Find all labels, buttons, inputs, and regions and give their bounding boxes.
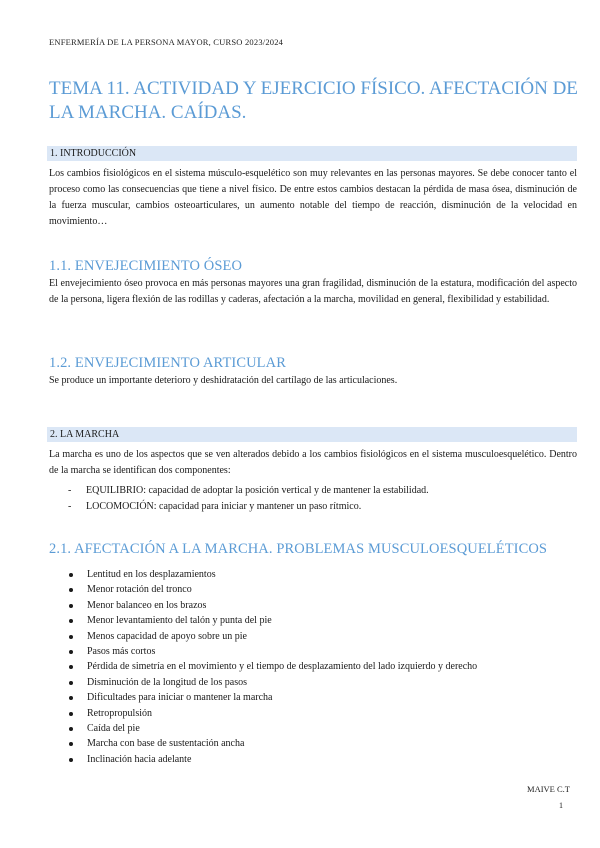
- oseo-paragraph: El envejecimiento óseo provoca en más personas mayores una gran fragilidad, disminución de la estatura, modificación del aspecto de la persona, ligera flexión de las rodillas y caderas, afectación a la marcha, movilidad en general, flexibilidad y estabilidad.: [49, 278, 577, 305]
- articular-paragraph: Se produce un importante deterioro y deshidratación del cartílago de las articulaciones.: [49, 375, 398, 386]
- list-item: - LOCOMOCIÓN: capacidad para iniciar y mantener un paso rítmico.: [68, 499, 429, 515]
- list-item: Inclinación hacia adelante: [66, 752, 477, 767]
- intro-paragraph: Los cambios fisiológicos en el sistema músculo-esquelético son muy relevantes en las personas mayores. Se debe conocer tanto el proceso como las consecuencias que tiene a nivel físico. De entre estos cambios destacan la pérdida de masa ósea, disminución de la fuerza muscular, cambios osteoarticulares, un aumento notable del tiempo de reacción, disminución de la velocidad en movimiento…: [49, 168, 577, 227]
- list-item: Marcha con base de sustentación ancha: [66, 736, 477, 751]
- list-item: - EQUILIBRIO: capacidad de adoptar la posición vertical y de mantener la estabilidad.: [68, 483, 429, 499]
- running-header: ENFERMERÍA DE LA PERSONA MAYOR, CURSO 2023/2024: [49, 37, 284, 47]
- list-item: Menos capacidad de apoyo sobre un pie: [66, 629, 477, 644]
- page-number: 1: [559, 801, 563, 810]
- list-item: Pasos más cortos: [66, 644, 477, 659]
- list-item: Dificultades para iniciar o mantener la marcha: [66, 690, 477, 705]
- list-item: Pérdida de simetría en el movimiento y el tiempo de desplazamiento del lado izquierdo y derecho: [66, 659, 477, 674]
- subheading-envejecimiento-oseo: 1.1. ENVEJECIMIENTO ÓSEO: [49, 258, 243, 274]
- section-heading-introduccion: 1. INTRODUCCIÓN: [47, 146, 577, 161]
- marcha-paragraph: La marcha es uno de los aspectos que se ven alterados debido a los cambios fisiológicos en el sistema musculoesquelético. Dentro de la marcha se identifican dos componentes:: [49, 449, 577, 476]
- footer-author: MAIVE C.T: [527, 784, 570, 794]
- subheading-afectacion-marcha: 2.1. AFECTACIÓN A LA MARCHA. PROBLEMAS MUSCULOESQUELÉTICOS: [49, 541, 548, 557]
- list-item: Lentitud en los desplazamientos: [66, 567, 477, 582]
- list-item: Menor levantamiento del talón y punta del pie: [66, 613, 477, 628]
- marcha-components-list: [68, 483, 429, 515]
- afectacion-list: [66, 567, 477, 767]
- document-title: TEMA 11. ACTIVIDAD Y EJERCICIO FÍSICO. AFECTACIÓN DE LA MARCHA. CAÍDAS.: [49, 78, 578, 123]
- list-item: Menor rotación del tronco: [66, 582, 477, 597]
- list-item: Disminución de la longitud de los pasos: [66, 675, 477, 690]
- list-item: Caída del pie: [66, 721, 477, 736]
- list-item: Retropropulsión: [66, 706, 477, 721]
- subheading-envejecimiento-articular: 1.2. ENVEJECIMIENTO ARTICULAR: [49, 355, 286, 371]
- list-item: Menor balanceo en los brazos: [66, 598, 477, 613]
- section-heading-la-marcha: 2. LA MARCHA: [47, 427, 577, 442]
